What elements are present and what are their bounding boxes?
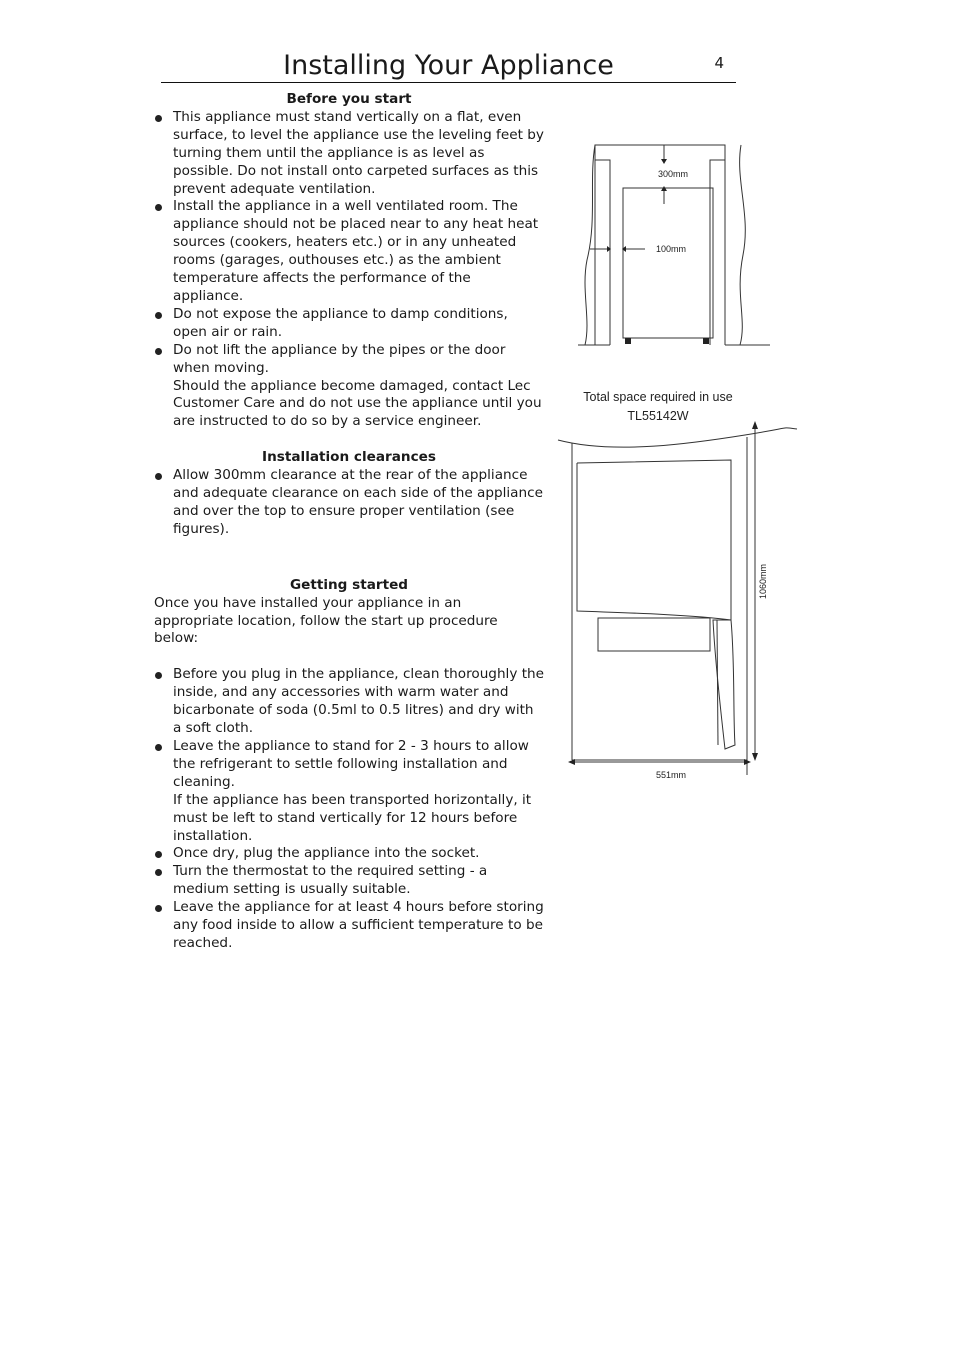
installation-clearances-list [154, 467, 544, 539]
before-you-start-list [154, 109, 544, 431]
list-item: Before you plug in the appliance, clean thoroughly the inside, and any accessories with warm water and bicarbonate of soda (0.5ml to 0.5 litres) and dry with a soft cloth. [154, 666, 544, 738]
top-clearance-label: 300mm [658, 169, 689, 179]
page-title: Installing Your Appliance [283, 50, 614, 81]
width-label: 551mm [656, 770, 687, 780]
section-heading-installation-clearances: Installation clearances [262, 449, 436, 466]
getting-started-intro: Once you have installed your appliance in an appropriate location, follow the start up procedure below: [154, 594, 498, 647]
foot-left [625, 338, 631, 344]
model-number: TL55142W [627, 409, 689, 423]
page-header [161, 48, 736, 83]
wall-right-edge [740, 145, 746, 345]
section-heading-before-you-start: Before you start [286, 91, 412, 107]
side-clearance-label: 100mm [656, 244, 687, 254]
list-item: Once dry, plug the appliance into the socket. [154, 845, 544, 863]
getting-started-list [154, 666, 544, 953]
list-item: This appliance must stand vertically on a flat, even surface, to level the appliance use the leveling feet by turning them until the appliance is as level as possible. Do not install onto carpeted surfaces as this prevent adequate ventilation. [154, 109, 544, 199]
clearance-diagram [575, 140, 775, 355]
list-item: Allow 300mm clearance at the rear of the appliance and adequate clearance on each side of the appliance and over the top to ensure proper ventilation (see figures). [154, 467, 544, 539]
section-heading-getting-started: Getting started [289, 576, 409, 593]
list-item: Install the appliance in a well ventilated room. The appliance should not be placed near to any heat heat sources (cookers, heaters etc.) or in any unheated rooms (garages, outhouses etc.) as the ambient temperature affects the performance of the appliance. [154, 198, 544, 305]
list-item: Turn the thermostat to the required setting - a medium setting is usually suitable. [154, 863, 544, 899]
door-swing [713, 620, 735, 749]
before-you-start-section [154, 91, 544, 431]
space-diagram [555, 415, 800, 785]
space-diagram-caption: Total space required in use [583, 390, 733, 404]
list-item-text: Leave the appliance to stand for 2 - 3 hours to allow the refrigerant to settle following installation and cleaning. [173, 738, 529, 790]
damage-note: Should the appliance become damaged, contact Lec Customer Care and do not use the appliance until you are instructed to do so by a service engineer. [173, 377, 542, 430]
fridge-door [577, 463, 731, 620]
height-label: 1060mm [758, 563, 768, 599]
wall-left-edge [585, 145, 595, 345]
list-item-text: Do not lift the appliance by the pipes or the door when moving. [173, 341, 506, 376]
getting-started-section [154, 577, 544, 953]
appliance-outline [623, 188, 713, 338]
instructions-column [154, 91, 544, 953]
freezer-drawer [598, 618, 710, 651]
page-number: 4 [714, 54, 724, 72]
list-item [154, 738, 544, 845]
wall-line [558, 428, 797, 447]
list-item: Do not expose the appliance to damp conditions, open air or rain. [154, 306, 544, 342]
installation-clearances-section [154, 449, 544, 539]
transport-note: If the appliance has been transported horizontally, it must be left to stand vertically for 12 hours before installation. [173, 791, 532, 844]
list-item: Leave the appliance for at least 4 hours before storing any food inside to allow a sufficient temperature to be reached. [154, 899, 544, 953]
list-item [154, 342, 544, 432]
foot-right [703, 338, 709, 344]
fridge-top [577, 460, 731, 620]
